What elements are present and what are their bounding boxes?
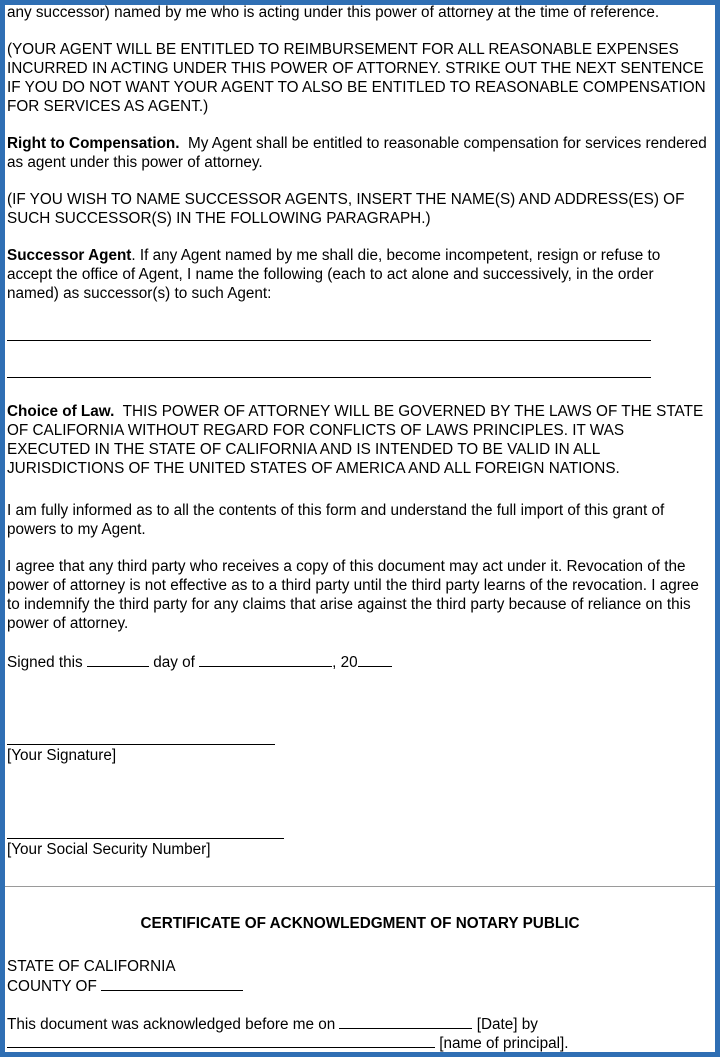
- reimbursement-note: (YOUR AGENT WILL BE ENTITLED TO REIMBURSEMENT FOR ALL REASONABLE EXPENSES INCURRED IN ACTING UNDER THIS POWER OF ATTORNEY. STRIKE OUT THE NEXT SENTENCE IF YOU DO NOT WANT YOUR AGENT TO ALSO BE ENTITLED TO REASONABLE COMPENSATION FOR SERVICES AS AGENT.): [7, 41, 706, 115]
- informed-paragraph: I am fully informed as to all the contents of this form and understand the full import of this grant of powers to my Agent.: [7, 502, 665, 538]
- section-divider: [5, 886, 715, 887]
- notary-county-line: [7, 976, 243, 996]
- notary-state: STATE OF CALIFORNIA: [7, 958, 176, 975]
- signed-day-blank[interactable]: [87, 652, 149, 667]
- notary-title: CERTIFICATE OF ACKNOWLEDGMENT OF NOTARY PUBLIC: [140, 915, 580, 932]
- successor-paragraph: [7, 246, 707, 303]
- signed-year-blank[interactable]: [358, 652, 392, 667]
- county-blank[interactable]: [101, 976, 243, 991]
- notary-ack-line: [7, 1014, 538, 1034]
- principal-blank[interactable]: [7, 1033, 435, 1048]
- signature-label: [Your Signature]: [7, 747, 117, 764]
- signed-prefix: Signed this: [7, 654, 83, 671]
- ack-date-blank[interactable]: [339, 1014, 472, 1029]
- signed-line: [7, 652, 392, 672]
- signed-year-prefix: , 20: [332, 654, 358, 671]
- choice-of-law-heading: Choice of Law.: [7, 403, 115, 420]
- document-body: [7, 3, 707, 303]
- intro-line: any successor) named by me who is acting under this power of attorney at the time of reference.: [7, 4, 660, 21]
- choice-of-law-paragraph: [7, 402, 707, 478]
- successor-heading: Successor Agent: [7, 247, 132, 264]
- document-body-lower: [7, 402, 707, 633]
- successor-line-1[interactable]: [7, 340, 651, 341]
- successor-note: (IF YOU WISH TO NAME SUCCESSOR AGENTS, INSERT THE NAME(S) AND ADDRESS(ES) OF SUCH SUCCESSOR(S) IN THE FOLLOWING PARAGRAPH.): [7, 191, 685, 227]
- notary-principal-line: [7, 1033, 569, 1053]
- ssn-line[interactable]: [7, 838, 284, 839]
- compensation-text: My Agent shall be entitled to reasonable compensation for services rendered as agent under this power of attorney.: [7, 135, 707, 171]
- third-party-paragraph: I agree that any third party who receives a copy of this document may act under it. Revocation of the power of attorney is not effective as to a third party until the third party learns of the revocation. I agree to indemnify the third party for any claims that arise against the third party because of reliance on this power of attorney.: [7, 558, 699, 632]
- signed-month-blank[interactable]: [199, 652, 332, 667]
- compensation-heading: Right to Compensation.: [7, 135, 180, 152]
- notary-date-label: [Date] by: [476, 1016, 538, 1033]
- ssn-label: [Your Social Security Number]: [7, 841, 211, 858]
- signed-middle: day of: [153, 654, 195, 671]
- notary-county: COUNTY OF: [7, 978, 97, 995]
- successor-line-2[interactable]: [7, 377, 651, 378]
- choice-of-law-text: THIS POWER OF ATTORNEY WILL BE GOVERNED BY THE LAWS OF THE STATE OF CALIFORNIA WITHOUT REGARD FOR CONFLICTS OF LAWS PRINCIPLES. IT WAS EXECUTED IN THE STATE OF CALIFORNIA AND IS INTENDED TO BE VALID IN ALL JURISDICTIONS OF THE UNITED STATES OF AMERICA AND ALL FOREIGN NATIONS.: [7, 403, 704, 477]
- compensation-paragraph: [7, 134, 707, 172]
- signature-line[interactable]: [7, 744, 275, 745]
- notary-principal-label: [name of principal].: [439, 1035, 569, 1052]
- successor-text: . If any Agent named by me shall die, become incompetent, resign or refuse to accept the office of Agent, I name the following (each to act alone and successively, in the order named) as successor(s) to such Agent:: [7, 247, 661, 302]
- notary-ack-prefix: This document was acknowledged before me on: [7, 1016, 336, 1033]
